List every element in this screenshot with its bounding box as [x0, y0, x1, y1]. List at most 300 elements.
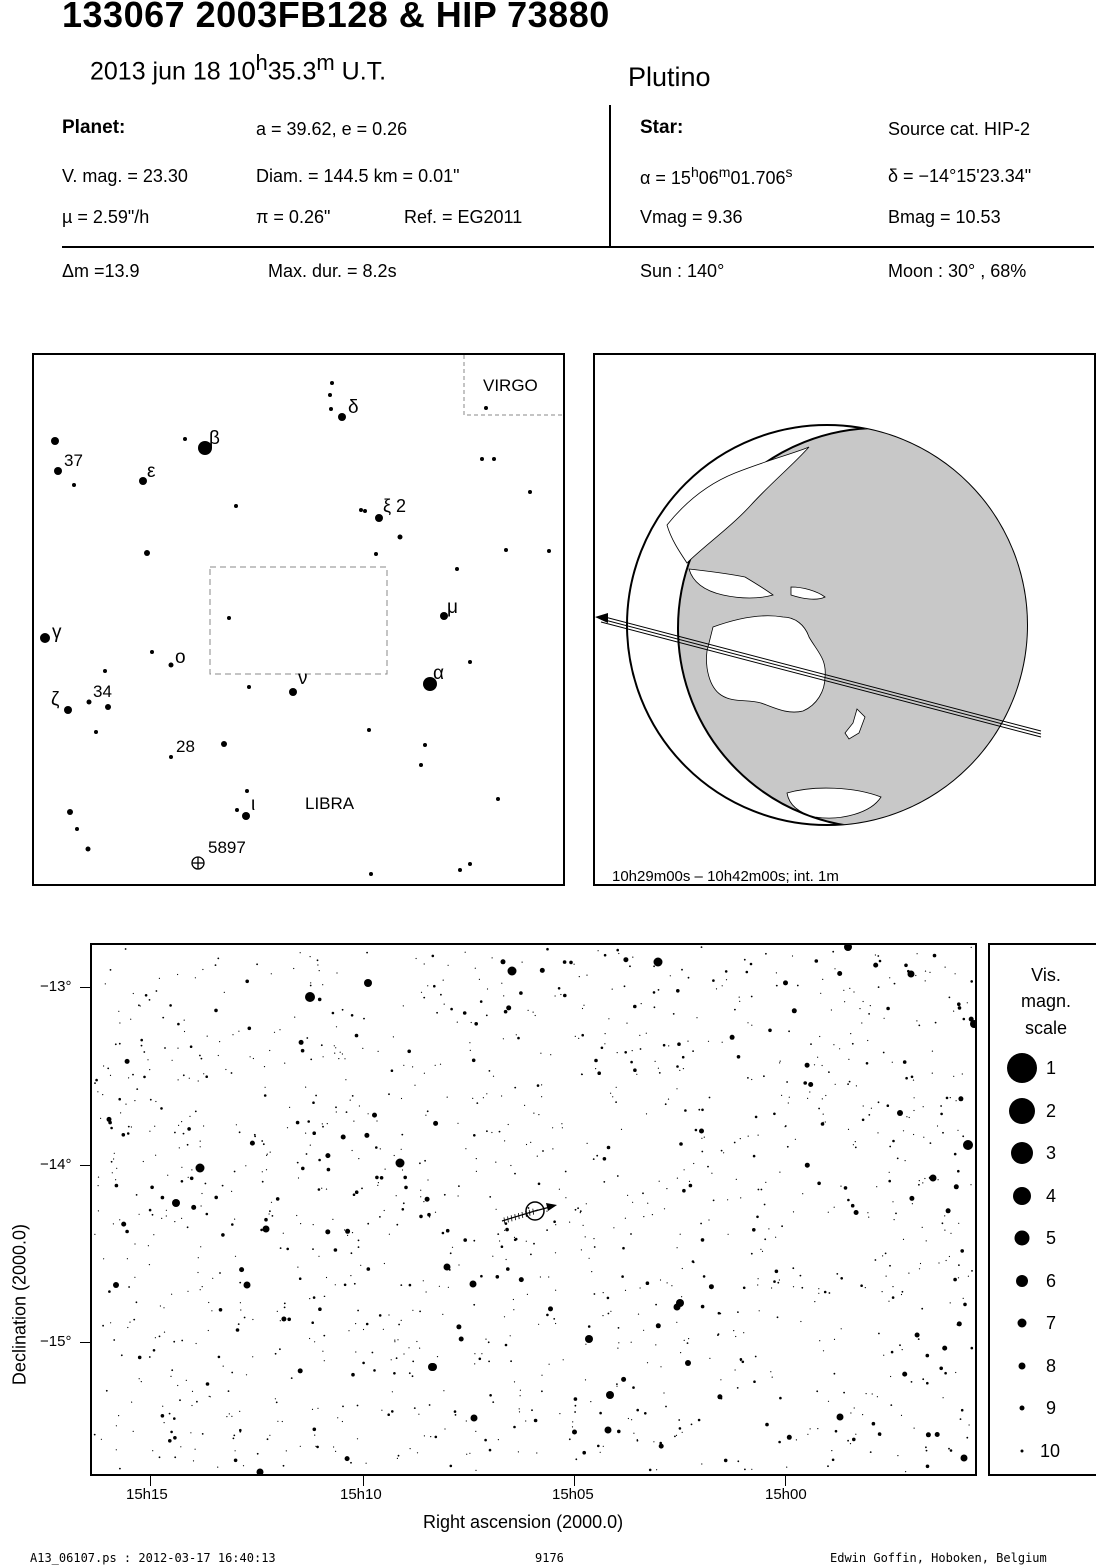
background-star [169, 1413, 171, 1415]
legend-dot-5 [1015, 1231, 1030, 1246]
background-star [200, 1289, 201, 1290]
background-star [558, 987, 561, 990]
path-tick [518, 1213, 519, 1219]
background-star [587, 1143, 588, 1144]
background-star [318, 1307, 322, 1311]
earth-view-panel [593, 353, 1096, 886]
background-star [788, 1030, 790, 1032]
background-star [906, 1116, 907, 1117]
background-star [380, 1176, 384, 1180]
background-star [919, 1180, 920, 1181]
planet-vmag: V. mag. = 23.30 [62, 166, 188, 186]
background-star [526, 1241, 527, 1242]
background-star [344, 1229, 345, 1230]
background-star [537, 1156, 538, 1157]
background-star [298, 1177, 299, 1178]
background-star [412, 1375, 414, 1377]
background-star [676, 1322, 677, 1323]
background-star [722, 1042, 723, 1043]
finder-star [289, 688, 297, 696]
background-star [652, 1214, 653, 1215]
background-star [546, 1211, 547, 1212]
background-star [950, 1449, 953, 1452]
background-star [841, 1328, 842, 1329]
background-star [178, 1125, 179, 1126]
legend-mag-1: 1 [1046, 1058, 1057, 1078]
background-star [958, 1264, 960, 1266]
background-star [795, 1139, 796, 1140]
background-star [388, 1093, 390, 1095]
background-star [266, 1169, 267, 1170]
background-star [486, 1015, 488, 1017]
background-star [355, 1190, 359, 1194]
background-star [621, 1275, 624, 1278]
finder-star [359, 508, 363, 512]
background-star [589, 1258, 590, 1259]
legend-dot-2 [1009, 1098, 1035, 1124]
background-star [181, 1167, 182, 1168]
background-star [335, 1047, 336, 1048]
background-star [306, 1153, 308, 1155]
footer-file: A13_06107.ps : 2012-03-17 16:40:13 [30, 1551, 276, 1565]
background-star [129, 1322, 130, 1323]
background-star [963, 1018, 966, 1021]
background-star [519, 1408, 520, 1409]
background-star [892, 1286, 893, 1287]
background-star [396, 1224, 398, 1226]
summary-dm: Δm =13.9 [62, 261, 140, 281]
background-star [868, 1013, 870, 1015]
background-star [597, 1445, 600, 1448]
background-star [350, 1100, 351, 1101]
background-star [946, 1097, 949, 1100]
legend-dot-10 [1021, 1450, 1024, 1453]
finder-star [374, 552, 378, 556]
background-star [643, 1216, 644, 1217]
background-star [664, 1208, 665, 1209]
background-star [867, 1212, 868, 1213]
finder-star [419, 763, 423, 767]
background-star [189, 1116, 190, 1117]
background-star [849, 1081, 851, 1083]
background-star [336, 1026, 337, 1027]
y-tick-mark [80, 987, 90, 988]
background-star [332, 1012, 335, 1015]
bright-star [172, 1199, 180, 1207]
background-star [719, 1313, 721, 1315]
background-star [125, 1104, 126, 1105]
background-star [474, 1353, 475, 1354]
background-star [342, 1053, 343, 1054]
background-star [452, 1247, 453, 1248]
background-star [362, 1362, 365, 1365]
background-star [899, 1344, 901, 1346]
legend-mag-2: 2 [1046, 1101, 1057, 1121]
background-star [282, 1421, 283, 1422]
background-star [739, 1001, 740, 1002]
background-star [352, 1232, 353, 1233]
finder-star [547, 549, 551, 553]
background-star [300, 952, 301, 953]
background-star [208, 1330, 209, 1331]
planet-mu: µ = 2.59"/h [62, 207, 150, 227]
background-star [777, 1282, 779, 1284]
background-star [506, 1005, 511, 1010]
background-star [442, 1314, 443, 1315]
background-star [116, 1449, 117, 1450]
background-star [287, 1318, 291, 1322]
background-star [779, 1172, 780, 1173]
background-star [184, 1031, 185, 1032]
background-star [337, 1417, 338, 1418]
background-star [646, 1281, 650, 1285]
background-star [724, 1459, 728, 1463]
background-star [355, 1351, 356, 1352]
x-tick-1510: 15h10 [340, 1486, 382, 1503]
finder-star [150, 650, 154, 654]
track-arrow [595, 613, 608, 623]
background-star [163, 1307, 164, 1308]
path-tick [515, 1214, 516, 1220]
background-star [350, 1275, 351, 1276]
legend-mag-10: 10 [1040, 1441, 1061, 1461]
background-star [903, 1130, 904, 1131]
background-star [353, 1121, 354, 1122]
background-star [345, 1079, 346, 1080]
background-star [644, 1412, 647, 1415]
background-star [177, 974, 178, 975]
background-star [115, 1043, 117, 1045]
motion-arrow [546, 1203, 557, 1211]
background-star [457, 1123, 458, 1124]
background-star [263, 1143, 265, 1145]
background-star [152, 1450, 153, 1451]
background-star [562, 1127, 563, 1128]
background-star [243, 1465, 244, 1466]
background-star [274, 1032, 275, 1033]
background-star [563, 960, 567, 964]
background-star [632, 1050, 633, 1051]
background-star [832, 951, 834, 953]
background-star [381, 1410, 382, 1411]
background-star [305, 1087, 306, 1088]
background-star [443, 1390, 444, 1391]
background-star [425, 1197, 430, 1202]
background-star [472, 1059, 476, 1063]
background-star [963, 1298, 964, 1299]
background-star [310, 982, 311, 983]
background-star [127, 1132, 130, 1135]
background-star [658, 1068, 659, 1069]
background-star [102, 1325, 104, 1327]
background-star [398, 1324, 400, 1326]
background-star [387, 1413, 390, 1416]
background-star [354, 1283, 356, 1285]
bright-star [396, 1159, 405, 1168]
bright-star [257, 1469, 264, 1475]
background-star [335, 1284, 336, 1285]
background-star [128, 1077, 129, 1078]
background-star [747, 1077, 749, 1079]
background-star [164, 1047, 166, 1049]
background-star [616, 1087, 617, 1088]
x-tick-mark [574, 1476, 575, 1486]
background-star [541, 1084, 542, 1085]
background-star [466, 1454, 467, 1455]
background-star [889, 977, 890, 978]
background-star [281, 1317, 286, 1322]
background-star [363, 1018, 365, 1020]
background-star [289, 1107, 290, 1108]
background-star [823, 1350, 824, 1351]
background-star [319, 970, 320, 971]
background-star [412, 1066, 413, 1067]
background-star [638, 1314, 639, 1315]
background-star [658, 989, 660, 991]
star-chart-svg [92, 945, 975, 1474]
background-star [469, 1453, 470, 1454]
background-star [750, 963, 753, 966]
background-star [321, 1044, 323, 1046]
background-star [886, 1007, 890, 1011]
background-star [181, 1180, 184, 1183]
background-star [324, 1296, 325, 1297]
background-star [610, 1093, 611, 1094]
background-star [655, 1061, 656, 1062]
background-star [736, 1179, 737, 1180]
background-star [834, 1207, 835, 1208]
background-star [334, 1248, 338, 1252]
background-star [740, 1359, 742, 1361]
background-star [751, 1253, 753, 1255]
background-star [926, 1465, 930, 1469]
x-axis-title: Right ascension (2000.0) [423, 1512, 624, 1532]
background-star [403, 1353, 404, 1354]
background-star [347, 1235, 348, 1236]
background-star [660, 1366, 661, 1367]
background-star [110, 969, 112, 971]
background-star [679, 1070, 680, 1071]
background-star [840, 1277, 843, 1280]
background-star [136, 1088, 138, 1090]
background-star [746, 971, 749, 974]
background-star [447, 1097, 448, 1098]
background-star [878, 1101, 880, 1103]
background-star [969, 1424, 970, 1425]
background-star [563, 994, 567, 998]
background-star [540, 1276, 541, 1277]
background-star [660, 1279, 661, 1280]
background-star [835, 1084, 836, 1085]
background-star [578, 1038, 579, 1039]
background-star [138, 1356, 142, 1360]
background-star [902, 1291, 904, 1293]
background-star [870, 1451, 872, 1453]
background-star [375, 1146, 378, 1149]
background-star [588, 1325, 591, 1328]
background-star [419, 1311, 421, 1313]
footer-author: Edwin Goffin, Hoboken, Belgium [830, 1551, 1047, 1565]
background-star [487, 988, 488, 989]
background-star [872, 1422, 876, 1426]
background-star [190, 1432, 191, 1433]
background-star [630, 1061, 633, 1064]
background-star [271, 1202, 272, 1203]
background-star [687, 1041, 688, 1042]
finder-star [245, 789, 249, 793]
background-star [797, 985, 799, 987]
label-nu: ν [298, 668, 308, 689]
background-star [149, 1069, 150, 1070]
background-star [764, 1238, 766, 1240]
background-star [299, 1277, 302, 1280]
background-star [847, 1199, 850, 1202]
background-star [775, 1237, 776, 1238]
background-star [768, 1029, 772, 1033]
libra-label: LIBRA [305, 794, 355, 813]
background-star [832, 1459, 835, 1462]
target-marker [192, 857, 204, 869]
y-tick-14: −14° [40, 1156, 72, 1173]
background-star [153, 1349, 156, 1352]
background-star [514, 1087, 516, 1089]
background-star [240, 1309, 241, 1310]
finder-star [169, 755, 173, 759]
background-star [800, 1275, 802, 1277]
background-star [150, 1099, 152, 1101]
background-star [269, 1213, 270, 1214]
background-star [350, 1462, 352, 1464]
background-star [155, 1337, 156, 1338]
background-star [489, 1394, 492, 1397]
path-tick [511, 1215, 512, 1221]
background-star [801, 1287, 803, 1289]
background-star [458, 1185, 460, 1187]
background-star [269, 1050, 270, 1051]
background-star [520, 1395, 521, 1396]
background-star [733, 1330, 734, 1331]
background-star [574, 964, 575, 965]
background-star [926, 1382, 929, 1385]
background-star [863, 1001, 864, 1002]
background-star [187, 1144, 189, 1146]
background-star [385, 1169, 386, 1170]
bright-star [654, 958, 663, 967]
background-star [149, 1264, 150, 1265]
background-star [607, 1146, 611, 1150]
background-star [625, 1290, 626, 1291]
legend-mag-9: 9 [1046, 1398, 1057, 1418]
background-star [266, 1155, 267, 1156]
background-star [191, 1205, 196, 1210]
background-star [177, 1023, 180, 1026]
background-star [854, 1210, 859, 1215]
background-star [181, 1218, 182, 1219]
background-star [139, 1214, 140, 1215]
background-star [831, 1009, 832, 1010]
background-star [923, 1106, 924, 1107]
finder-star [423, 743, 427, 747]
background-star [376, 1120, 377, 1121]
background-star [579, 976, 580, 977]
background-star [179, 1399, 181, 1401]
background-star [844, 1001, 845, 1002]
finder-star [75, 827, 79, 831]
finder-star [338, 413, 346, 421]
background-star [868, 1114, 870, 1116]
background-star [586, 975, 587, 976]
background-star [94, 1082, 96, 1084]
background-star [202, 969, 203, 970]
background-star [541, 1375, 542, 1376]
background-star [909, 1117, 910, 1118]
background-star [835, 1430, 838, 1433]
background-star [913, 1080, 914, 1081]
background-star [412, 1310, 413, 1311]
finder-star [363, 509, 367, 513]
page-title: 133067 2003FB128 & HIP 73880 [62, 0, 610, 35]
alpha-h: h [690, 164, 699, 180]
background-star [189, 1078, 190, 1079]
background-star [245, 980, 249, 984]
background-star [469, 1042, 470, 1043]
background-star [825, 1121, 826, 1122]
background-star [293, 968, 294, 969]
background-star [753, 1155, 756, 1158]
background-star [442, 1232, 445, 1235]
background-star [183, 1133, 185, 1135]
background-star [297, 1162, 299, 1164]
background-star [962, 1135, 964, 1137]
background-star [223, 1366, 224, 1367]
background-star [133, 1431, 134, 1432]
background-star [393, 1372, 396, 1375]
background-star [119, 1043, 121, 1045]
background-star [327, 1168, 331, 1172]
background-star [235, 1450, 236, 1451]
background-star [388, 1314, 389, 1315]
background-star [402, 1208, 405, 1211]
background-star [633, 1005, 637, 1009]
background-star [654, 1006, 656, 1008]
background-star [408, 1347, 409, 1348]
background-star [739, 997, 740, 998]
background-star [940, 1105, 942, 1107]
background-star [688, 977, 690, 979]
background-star [474, 1363, 475, 1364]
background-star [817, 1057, 818, 1058]
background-star [169, 1004, 172, 1007]
background-star [280, 1320, 281, 1321]
background-star [753, 1380, 756, 1383]
background-star [847, 1083, 849, 1085]
background-star [514, 1237, 515, 1238]
background-star [198, 1257, 199, 1258]
background-star [342, 1406, 344, 1408]
background-star [195, 977, 196, 978]
background-star [162, 1406, 163, 1407]
background-star [565, 1197, 566, 1198]
background-star [435, 1065, 436, 1066]
background-star [923, 1137, 924, 1138]
background-star [856, 1085, 857, 1086]
background-star [711, 1173, 712, 1174]
background-star [215, 964, 217, 966]
legend-dot-4 [1013, 1187, 1031, 1205]
background-star [553, 1318, 555, 1320]
background-star [171, 1369, 173, 1371]
background-star [152, 1214, 154, 1216]
